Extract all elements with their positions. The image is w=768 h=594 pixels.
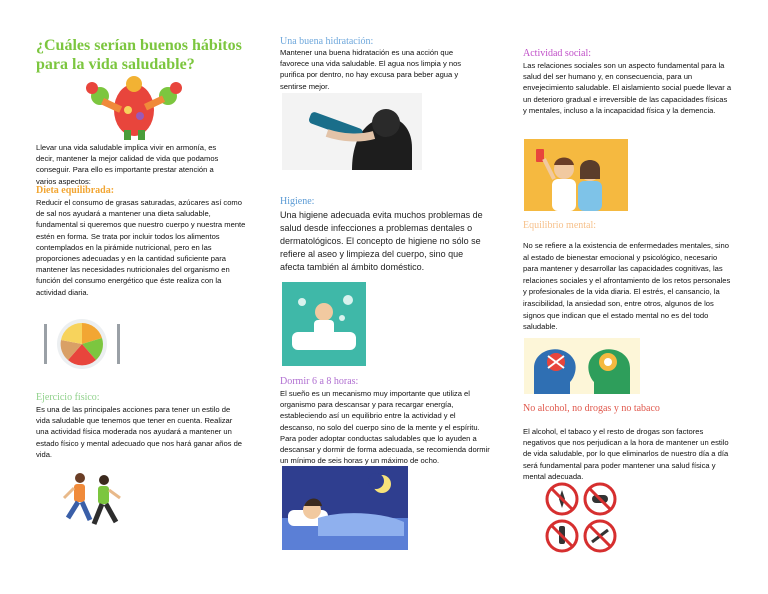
- food-plate-illustration: [40, 318, 124, 370]
- noalcohol-paragraph: El alcohol, el tabaco y el resto de drogas son factores negativos que nos perjudican a la hora de mantener un estilo de vida saludable, por lo que eliminarlos de nuestro día a día será fundamental para poder mantener una salud física y mental adecuada.: [523, 427, 729, 481]
- exercise-heading: Ejercicio físico:: [36, 392, 100, 403]
- no-alcohol-icon: [547, 521, 577, 551]
- mental-paragraph: No se refiere a la existencia de enfermedades mentales, sino al estado de bienestar emocional y psicológico, necesario para mantener y desarrollar las capacidades cognitivas, las relaciones sociales y el afrontamiento de los retos personales y profesionales de la vida diaria. El estrés, el cansancio, la irascibilidad, la ansiedad son, entre otros, algunos de los signos que indican que el estado mental no es del todo saludable.: [523, 241, 731, 332]
- sleep-paragraph: El sueño es un mecanismo muy importante que utiliza el organismo para descansar y para recargar energía, estableciendo así un equilibrio entre la actividad y el descanso, no solo del cuerpo sino de la mente y el espíritu. Para poder adoptar conductas saludables que lo ayuden a descansar y dormir de forma adecuada, se recomienda dormir un mínimo de seis horas y un máximo de ocho.: [280, 389, 490, 466]
- no-pills-icon: [585, 484, 615, 514]
- mental-balance-illustration: [524, 338, 640, 394]
- hydration-heading: Una buena hidratación:: [280, 36, 374, 47]
- hygiene-heading: Higiene:: [280, 196, 315, 207]
- diet-paragraph: Reducir el consumo de grasas saturadas, azúcares así como de sal nos ayudará a mantener una dieta saludable, fundamental si queremos que nuestro cuerpo y nuestra mente estén en forma. Se trata por incluir todos los alimentos contemplados en la pirámide nutricional, pero en las proporciones adecuadas y en la cantidad suficiente para mantener las necesidades nutricionales del organismo en función del consumo energético que éste realiza con la actividad diaria.: [36, 198, 246, 297]
- intro-paragraph: Llevar una vida saludable implica vivir en armonía, es decir, mantener la mejor calidad de vida que podamos conseguir. Para ello es importante prestar atención a varios aspectos:: [36, 143, 219, 186]
- healthy-body-illustration: [80, 74, 188, 140]
- sleeping-person-illustration: [282, 466, 408, 550]
- hygiene-illustration: [282, 282, 366, 366]
- drinking-water-photo: [282, 93, 422, 170]
- no-injection-icon: [585, 521, 615, 551]
- sleep-heading: Dormir 6 a 8 horas:: [280, 376, 359, 387]
- hygiene-paragraph: Una higiene adecuada evita muchos problemas de salud desde infecciones a problemas dentales o dermatológicos. El concepto de higiene no sólo se refiere al aseo y limpieza del cuerpo, sino que afecta también al ámbito doméstico.: [280, 210, 483, 272]
- no-drugs-icon: [547, 484, 577, 514]
- exercise-paragraph: Es una de las principales acciones para tener un estilo de vida saludable que tenemos que tener en cuenta. Realizar una actividad física moderada nos ayudará a mantener un estado físico y mental adecuado que nos hará ganar años de vida.: [36, 405, 243, 459]
- social-selfie-illustration: [524, 139, 628, 211]
- runners-illustration: [60, 470, 124, 534]
- page-title: ¿Cuáles serían buenos hábitos para la vida saludable?: [36, 37, 242, 73]
- mental-heading: Equilibrio mental:: [523, 220, 597, 231]
- hydration-paragraph: Mantener una buena hidratación es una acción que favorece una vida saludable. El agua nos limpia y nos purifica por dentro, no hay excusa para beber agua y sentirse mejor.: [280, 48, 462, 91]
- social-paragraph: Las relaciones sociales son un aspecto fundamental para la salud del ser humano y, en consecuencia, para un envejecimiento saludable. El aislamiento social puede llevar a un deterioro gradual e irreversible de las capacidades físicas y mentales, incluso a la incapacidad física y la demencia.: [523, 61, 732, 115]
- diet-heading: Dieta equilibrada:: [36, 185, 115, 196]
- prohibition-signs: [544, 482, 618, 554]
- social-heading: Actividad social:: [523, 48, 592, 59]
- noalcohol-heading: No alcohol, no drogas y no tabaco: [523, 403, 660, 414]
